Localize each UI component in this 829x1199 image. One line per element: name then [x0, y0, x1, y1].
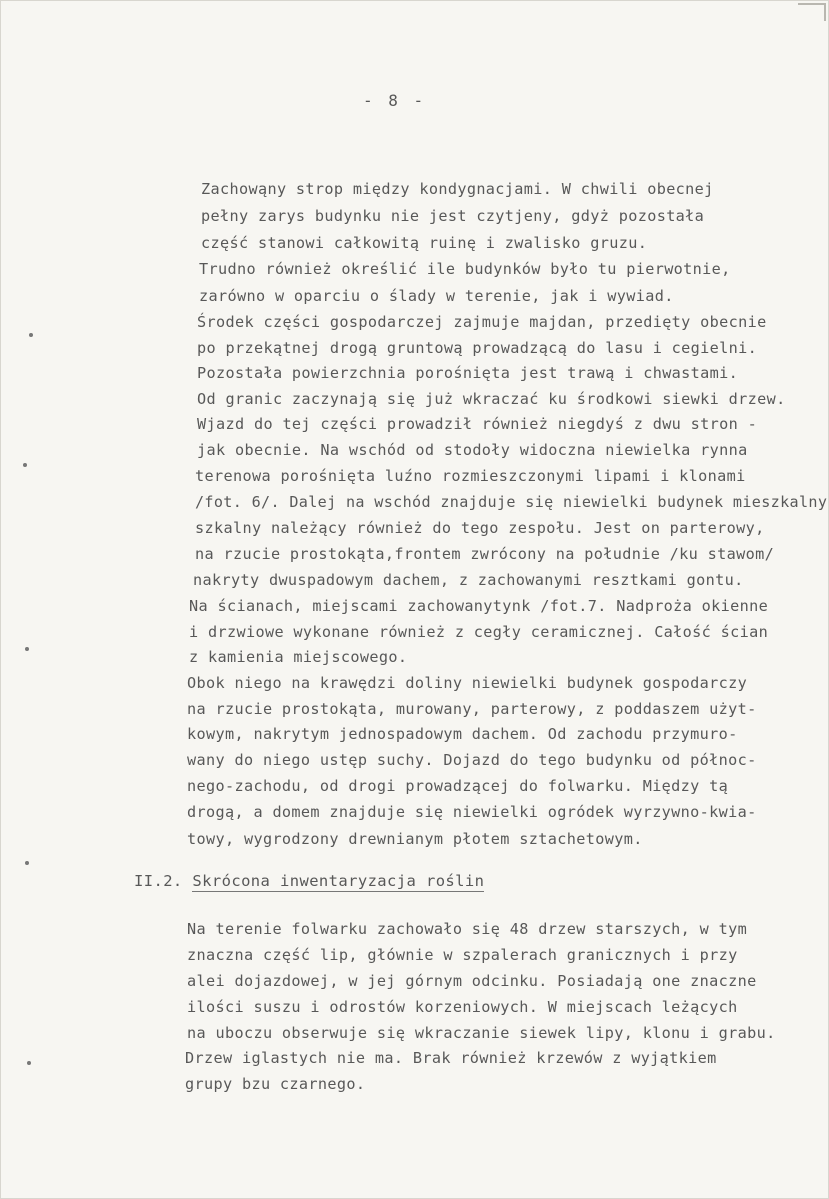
body-line: alei dojazdowej, w jej górnym odcinku. Posiadają one znaczne: [187, 972, 757, 990]
page-number: - 8 -: [363, 91, 427, 110]
body-line: pełny zarys budynku nie jest czytjeny, gdyż pozostała: [201, 207, 705, 225]
body-line: Zachowąny strop między kondygnacjami. W chwili obecnej: [201, 180, 714, 198]
section-title: Skrócona inwentaryzacja roślin: [192, 872, 485, 890]
body-line: po przekątnej drogą gruntową prowadzącą do lasu i cegielni.: [197, 339, 758, 357]
body-line: Na terenie folwarku zachowało się 48 drzew starszych, w tym: [187, 920, 748, 938]
body-line: grupy bzu czarnego.: [185, 1075, 366, 1093]
body-line: Środek części gospodarczej zajmuje majdan, przedięty obecnie: [197, 313, 767, 331]
body-line: z kamienia miejscowego.: [189, 648, 408, 666]
body-line: Od granic zaczynają się już wkraczać ku środkowi siewki drzew.: [197, 390, 786, 408]
body-line: kowym, nakrytym jednospadowym dachem. Od zachodu przymuro-: [187, 725, 738, 743]
binder-hole-dot: [29, 333, 33, 337]
body-line: część stanowi całkowitą ruinę i zwalisko gruzu.: [201, 234, 648, 252]
body-line: na rzucie prostokąta,frontem zwrócony na południe /ku stawom/: [195, 545, 775, 563]
body-line: jak obecnie. Na wschód od stodoły widoczna niewielka rynna: [197, 441, 748, 459]
body-line: Obok niego na krawędzi doliny niewielki budynek gospodarczy: [187, 674, 748, 692]
body-line: drogą, a domem znajduje się niewielki ogródek wyrzywno-kwia-: [187, 803, 757, 821]
binder-hole-dot: [23, 463, 27, 467]
body-line: Wjazd do tej części prowadził również niegdyś z dwu stron -: [197, 415, 758, 433]
binder-hole-dot: [27, 1061, 31, 1065]
section-number: II.2.: [134, 872, 183, 890]
body-line: na rzucie prostokąta, murowany, parterowy, z poddaszem użyt-: [187, 700, 757, 718]
body-line: nakryty dwuspadowym dachem, z zachowanymi resztkami gontu.: [193, 571, 744, 589]
body-line: nego-zachodu, od drogi prowadzącej do folwarku. Między tą: [187, 777, 729, 795]
body-line: na uboczu obserwuje się wkraczanie siewek lipy, klonu i grabu.: [187, 1024, 776, 1042]
binder-hole-dot: [25, 861, 29, 865]
body-line: i drzwiowe wykonane również z cegły ceramicznej. Całość ścian: [189, 623, 769, 641]
body-line: towy, wygrodzony drewnianym płotem sztachetowym.: [187, 830, 643, 848]
body-line: Na ścianach, miejscami zachowanytynk /fot.7. Nadproża okienne: [189, 597, 769, 615]
binder-hole-dot: [25, 647, 29, 651]
section-heading: [134, 871, 484, 891]
body-line: /fot. 6/. Dalej na wschód znajduje się niewielki budynek mieszkalny: [195, 493, 828, 511]
body-line: terenowa porośnięta luźno rozmieszczonymi lipami i klonami: [195, 467, 746, 485]
body-line: Pozostała powierzchnia porośnięta jest trawą i chwastami.: [197, 364, 739, 382]
body-line: znaczna część lip, głównie w szpalerach granicznych i przy: [187, 946, 738, 964]
body-line: szkalny należący również do tego zespołu. Jest on parterowy,: [195, 519, 765, 537]
scan-corner-mark: [798, 3, 826, 21]
body-line: Drzew iglastych nie ma. Brak również krzewów z wyjątkiem: [185, 1049, 717, 1067]
body-line: wany do niego ustęp suchy. Dojazd do tego budynku od północ-: [187, 751, 757, 769]
body-line: ilości suszu i odrostów korzeniowych. W miejscach leżących: [187, 998, 738, 1016]
body-line: zarówno w oparciu o ślady w terenie, jak i wywiad.: [199, 287, 674, 305]
body-line: Trudno również określić ile budynków było tu pierwotnie,: [199, 260, 731, 278]
